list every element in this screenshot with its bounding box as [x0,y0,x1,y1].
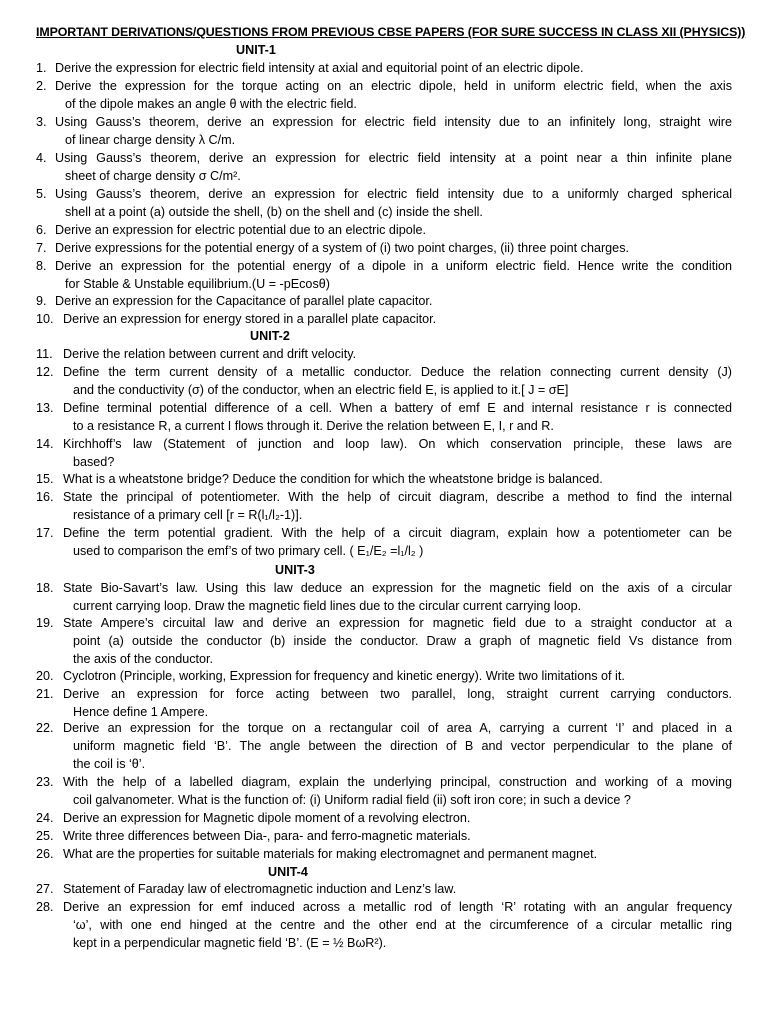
question-text-line: shell at a point (a) outside the shell, (b) on the shell and (c) inside the shell. [65,204,483,219]
question-number: 9. [36,294,47,308]
question-number: 26. [36,847,54,861]
question-number: 10. [36,312,54,326]
question-number: 18. [36,581,54,595]
question-item [36,668,732,686]
question-item [36,60,732,78]
unit-heading-2: UNIT-2 [250,329,290,343]
question-text-line: Hence define 1 Ampere. [73,704,209,719]
question-text-line: Cyclotron (Principle, working, Expression for frequency and kinetic energy). Write two limitations of it. [63,669,625,683]
question-item [36,78,732,114]
question-item [36,525,732,561]
question-text-line: What is a wheatstone bridge? Deduce the condition for which the wheatstone bridge is balanced. [63,472,603,486]
question-text-line: Derive an expression for force acting between two parallel, long, straight current carrying conductors. [63,687,732,701]
question-text-line: Derive an expression for electric potential due to an electric dipole. [55,223,427,237]
question-text-line: Statement of Faraday law of electromagnetic induction and Lenz’s law. [63,882,457,896]
question-text-line: Using Gauss’s theorem, derive an expression for electric field intensity due to a uniformly charged spherical [55,187,732,201]
unit-heading-4: UNIT-4 [268,865,308,879]
question-item [36,899,732,952]
question-text-line: Derive expressions for the potential energy of a system of (i) two point charges, (ii) three point charges. [55,241,629,255]
question-text-line: used to comparison the emf’s of two primary cell. ( E₁/E₂ =l₁/l₂ ) [73,543,424,558]
question-item [36,810,732,828]
question-text-line: Derive an expression for Magnetic dipole moment of a revolving electron. [63,811,471,825]
question-text-line: Using Gauss’s theorem, derive an expression for electric field intensity at a point near a thin infinite plane [55,151,732,165]
question-item [36,150,732,186]
question-item [36,222,732,240]
question-text-line: Derive an expression for the torque on a rectangular coil of area A, carrying a current ‘I’ and placed in a [63,721,732,735]
question-item [36,686,732,722]
question-number: 17. [36,526,54,540]
question-text-line: uniform magnetic field ‘B’. The angle between the direction of B and vector perpendicular to the plane of [73,738,732,753]
question-text-line: Derive an expression for the Capacitance of parallel plate capacitor. [55,294,433,308]
unit-heading-1: UNIT-1 [236,43,276,57]
question-item [36,436,732,472]
question-item [36,240,732,258]
question-text-line: the coil is ‘θ’. [73,756,146,771]
question-text-line: coil galvanometer. What is the function of: (i) Uniform radial field (ii) soft iron core; in such a device ? [73,792,631,807]
unit-heading-3: UNIT-3 [275,563,315,577]
question-text-line: Define the term current density of a metallic conductor. Deduce the relation connecting current density (J) [63,365,732,379]
question-number: 12. [36,365,54,379]
question-item [36,346,732,364]
question-number: 23. [36,775,54,789]
question-text-line: Derive the relation between current and drift velocity. [63,347,357,361]
question-number: 6. [36,223,47,237]
question-item [36,311,732,329]
question-number: 28. [36,900,54,914]
question-text-line: State Ampere’s circuital law and derive an expression for magnetic field due to a straight conductor at a [63,616,732,630]
question-number: 5. [36,187,47,201]
question-text-line: What are the properties for suitable materials for making electromagnet and permanent magnet. [63,847,598,861]
question-item [36,846,732,864]
question-number: 20. [36,669,54,683]
question-number: 4. [36,151,47,165]
question-text-line: Derive an expression for the potential energy of a dipole in a uniform electric field. Hence write the condition [55,259,732,273]
question-text-line: to a resistance R, a current I flows through it. Derive the relation between E, I, r and R. [73,418,554,433]
question-item [36,881,732,899]
question-text-line: ‘ω’, with one end hinged at the centre and the other end at the circumference of a circular metallic ring [73,917,732,932]
question-text-line: of linear charge density λ C/m. [65,132,236,147]
question-text-line: and the conductivity (σ) of the conductor, when an electric field E, is applied to it.[ J = σE] [73,382,569,397]
question-text-line: Define terminal potential difference of a cell. When a battery of emf E and internal resistance r is connected [63,401,732,415]
question-text-line: Derive an expression for emf induced across a metallic rod of length ‘R’ rotating with an angular frequency [63,900,732,914]
question-number: 25. [36,829,54,843]
question-number: 24. [36,811,54,825]
question-text-line: With the help of a labelled diagram, explain the underlying principal, construction and working of a moving [63,775,732,789]
question-number: 11. [36,347,53,361]
question-item [36,114,732,150]
question-text-line: Write three differences between Dia-, para- and ferro-magnetic materials. [63,829,471,843]
question-number: 27. [36,882,54,896]
question-number: 13. [36,401,54,415]
question-item [36,580,732,616]
question-number: 3. [36,115,47,129]
question-text-line: resistance of a primary cell [r = R(l₁/l₂-1)]. [73,507,303,522]
question-number: 7. [36,241,47,255]
question-text-line: of the dipole makes an angle θ with the electric field. [65,96,357,111]
question-text-line: State Bio-Savart’s law. Using this law deduce an expression for the magnetic field on the axis of a circular [63,581,732,595]
question-item [36,774,732,810]
question-number: 8. [36,259,47,273]
question-number: 22. [36,721,54,735]
question-item [36,364,732,400]
question-text-line: Using Gauss’s theorem, derive an expression for electric field intensity due to an infinitely long, straight wire [55,115,732,129]
question-number: 14. [36,437,54,451]
question-number: 1. [36,61,47,75]
question-item [36,258,732,294]
question-number: 16. [36,490,54,504]
question-text-line: State the principal of potentiometer. With the help of circuit diagram, describe a method to find the internal [63,490,732,504]
question-text-line: sheet of charge density σ C/m². [65,168,241,183]
page-title: IMPORTANT DERIVATIONS/QUESTIONS FROM PREVIOUS CBSE PAPERS (FOR SURE SUCCESS IN CLASS XII (PHYSICS)) [36,25,746,39]
question-text-line: Derive an expression for energy stored in a parallel plate capacitor. [63,312,437,326]
question-number: 19. [36,616,54,630]
question-item [36,471,732,489]
question-number: 21. [36,687,54,701]
question-item [36,615,732,668]
question-text-line: for Stable & Unstable equilibrium.(U = -pEcosθ) [65,276,330,291]
question-text-line: Derive the expression for electric field intensity at axial and equitorial point of an electric dipole. [55,61,584,75]
question-item [36,400,732,436]
question-text-line: kept in a perpendicular magnetic field ‘B’. (E = ½ BωR²). [73,935,387,950]
question-text-line: based? [73,454,115,469]
question-number: 2. [36,79,47,93]
question-item [36,293,732,311]
question-text-line: Derive the expression for the torque acting on an electric dipole, held in uniform electric field, when the axis [55,79,732,93]
question-item [36,828,732,846]
question-text-line: the axis of the conductor. [73,651,214,666]
question-item [36,489,732,525]
question-text-line: current carrying loop. Draw the magnetic field lines due to the circular current carrying loop. [73,598,582,613]
question-item [36,720,732,773]
question-number: 15. [36,472,54,486]
question-text-line: Define the term potential gradient. With the help of a circuit diagram, explain how a potentiometer can be [63,526,732,540]
question-text-line: Kirchhoff’s law (Statement of junction and loop law). On which conservation principle, these laws are [63,437,732,451]
question-item [36,186,732,222]
question-text-line: point (a) outside the conductor (b) inside the conductor. Draw a graph of magnetic field Vs distance from [73,633,732,648]
